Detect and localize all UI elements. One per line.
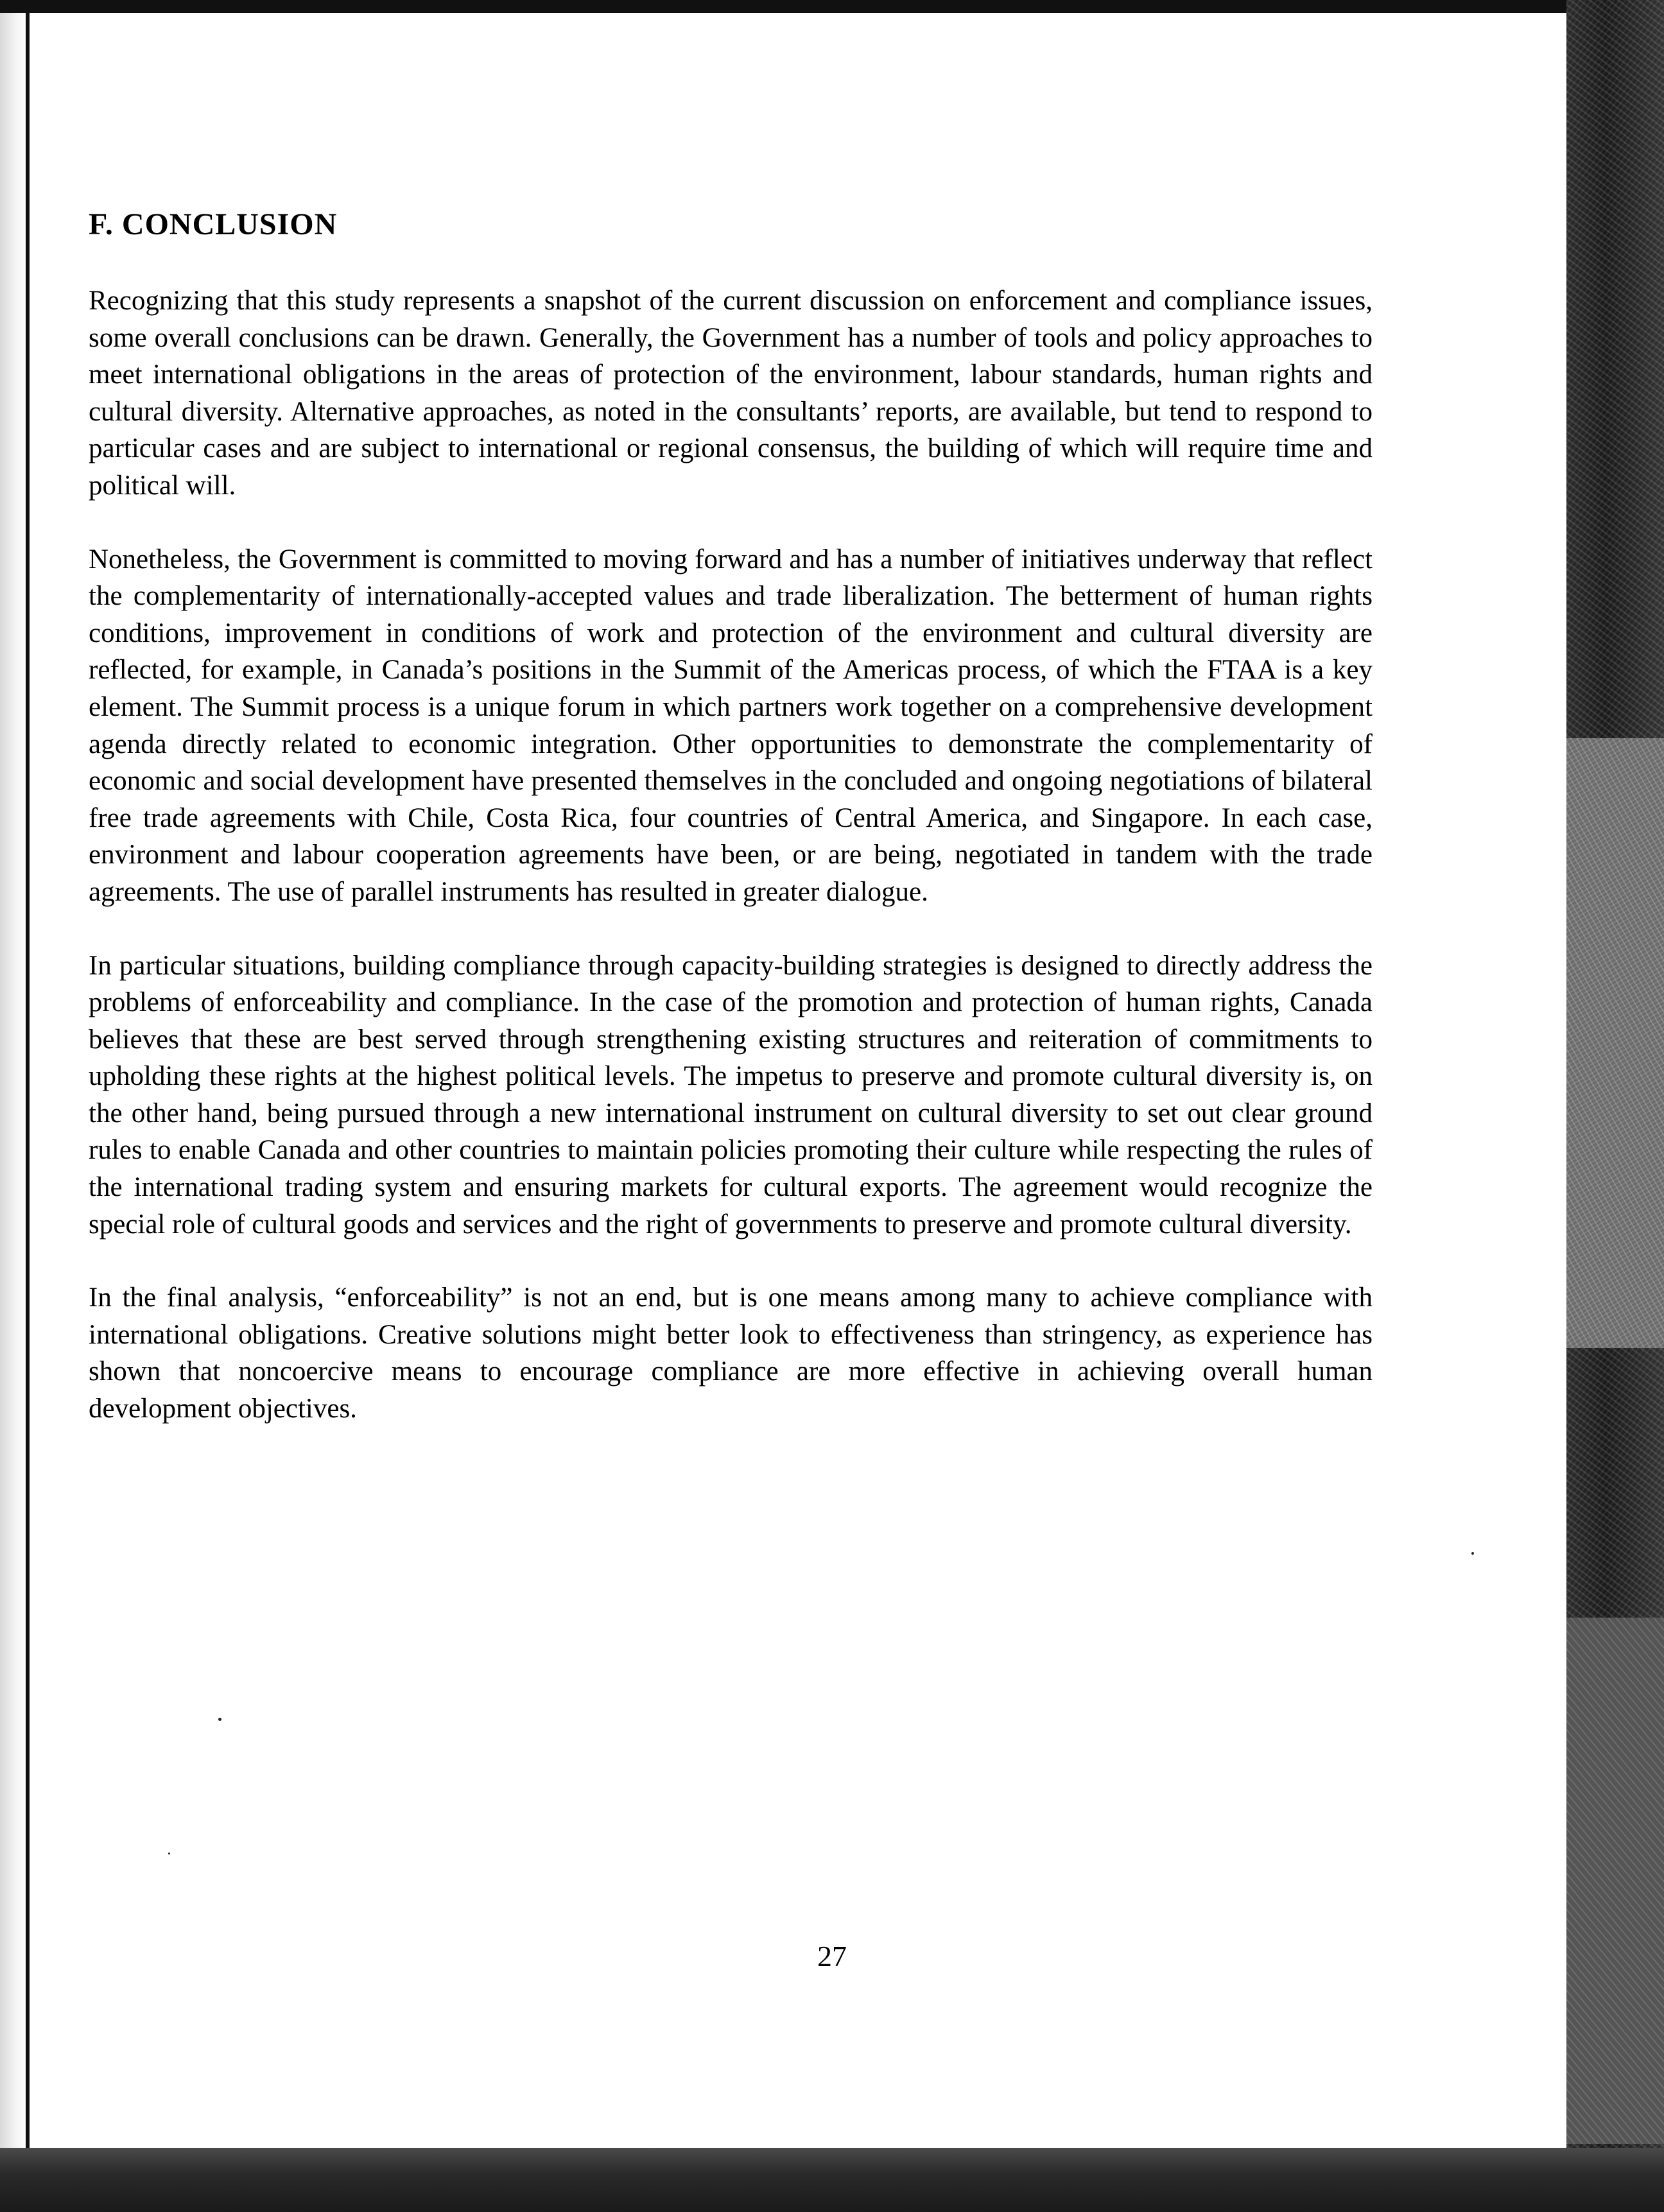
scan-right-texture-lower xyxy=(1566,1618,1664,2144)
scan-speck xyxy=(218,1718,221,1721)
left-margin-rule xyxy=(26,13,30,2148)
scan-right-texture xyxy=(1566,738,1664,1348)
scan-left-edge xyxy=(0,0,26,2212)
page-body xyxy=(89,205,1373,1464)
page-number: 27 xyxy=(817,1940,847,1973)
paragraph: In the final analysis, “enforceability” is not an end, but is one means among many to achieve compliance with international obligations. Creative solutions might better look to effectiveness than stringency, as experience has shown that noncoercive means to encourage compliance are more effective in achieving overall human development objectives. xyxy=(89,1283,1373,1424)
section-heading: F. CONCLUSION xyxy=(89,207,338,241)
scan-speck xyxy=(1471,1552,1474,1555)
paragraph: In particular situations, building compliance through capacity-building strategies is designed to directly address the problems of enforceability and compliance. In the case of the promotion and protection of human rights, Canada believes that these are best served through strengthening existing structures and reiteration of commitments to upholding these rights at the highest political levels. The impetus to preserve and promote cultural diversity is, on the other hand, being pursued through a new international instrument on cultural diversity to set out clear ground rules to enable Canada and other countries to maintain policies promoting their culture while respecting the rules of the international trading system and ensuring markets for cultural exports. The agreement would recognize the special role of cultural goods and services and the right of governments to preserve and promote cultural diversity. xyxy=(89,950,1373,1240)
scan-top-edge xyxy=(0,0,1664,13)
paragraph: Recognizing that this study represents a snapshot of the current discussion on enforcement and compliance issues, some overall conclusions can be drawn. Generally, the Government has a number of tools and policy approaches to meet international obligations in the areas of protection of the environment, labour standards, human rights and cultural diversity. Alternative approaches, as noted in the consultants’ reports, are available, but tend to respond to particular cases and are subject to international or regional consensus, the building of which will require time and political will. xyxy=(89,286,1373,501)
scan-speck xyxy=(168,1853,170,1854)
paragraph: Nonetheless, the Government is committed to moving forward and has a number of initiatives underway that reflect the complementarity of internationally-accepted values and trade liberalization. The betterment of human rights conditions, improvement in conditions of work and protection of the environment and cultural diversity are reflected, for example, in Canada’s positions in the Summit of the Americas process, of which the FTAA is a key element. The Summit process is a unique forum in which partners work together on a comprehensive development agenda directly related to economic integration. Other opportunities to demonstrate the complementarity of economic and social development have presented themselves in the concluded and ongoing negotiations of bilateral free trade agreements with Chile, Costa Rica, four countries of Central America, and Singapore. In each case, environment and labour cooperation agreements have been, or are being, negotiated in tandem with the trade agreements. The use of parallel instruments has resulted in greater dialogue. xyxy=(89,544,1373,907)
scan-bottom-edge xyxy=(0,2148,1664,2212)
